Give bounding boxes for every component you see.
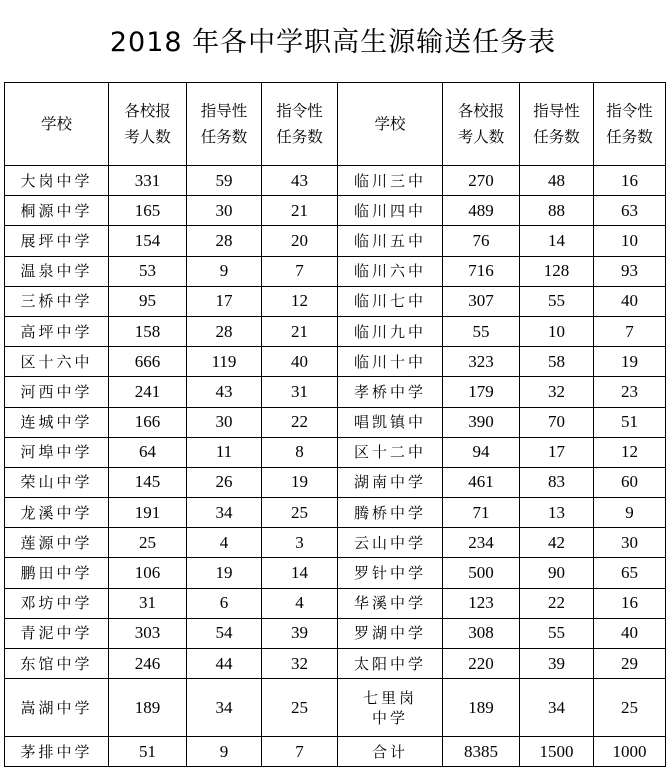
- school-name: 大岗中学: [5, 166, 109, 196]
- table-cell: 40: [262, 347, 338, 377]
- table-cell: 48: [520, 166, 594, 196]
- table-cell: 20: [262, 226, 338, 256]
- table-cell: 64: [109, 437, 187, 467]
- school-name: 唱凯镇中: [338, 407, 443, 437]
- table-row: [5, 316, 666, 346]
- table-cell: 19: [594, 347, 666, 377]
- table-cell: 25: [109, 528, 187, 558]
- table-cell: 29: [594, 649, 666, 679]
- table-cell: 7: [262, 737, 338, 767]
- school-name: 腾桥中学: [338, 498, 443, 528]
- table-cell: 23: [594, 377, 666, 407]
- header-applicants: 各校报 考人数: [443, 83, 520, 166]
- header-applicants: 各校报 考人数: [109, 83, 187, 166]
- school-name: 孝桥中学: [338, 377, 443, 407]
- table-cell: 7: [594, 316, 666, 346]
- table-cell: 165: [109, 196, 187, 226]
- table-cell: 303: [109, 618, 187, 648]
- table-cell: 70: [520, 407, 594, 437]
- table-cell: 145: [109, 467, 187, 497]
- table-cell: 51: [109, 737, 187, 767]
- table-cell: 12: [262, 286, 338, 316]
- table-cell: 55: [443, 316, 520, 346]
- table-cell: 26: [187, 467, 262, 497]
- school-name: 湖南中学: [338, 467, 443, 497]
- table-cell: 308: [443, 618, 520, 648]
- school-name: 罗湖中学: [338, 618, 443, 648]
- table-cell: 270: [443, 166, 520, 196]
- table-cell: 21: [262, 316, 338, 346]
- table-cell: 8385: [443, 737, 520, 767]
- table-row: [5, 196, 666, 226]
- table-cell: 53: [109, 256, 187, 286]
- school-name: 临川三中: [338, 166, 443, 196]
- table-cell: 71: [443, 498, 520, 528]
- table-cell: 44: [187, 649, 262, 679]
- table-row: [5, 347, 666, 377]
- table-row: [5, 467, 666, 497]
- school-name: 临川六中: [338, 256, 443, 286]
- table-row: [5, 377, 666, 407]
- table-cell: 22: [262, 407, 338, 437]
- table-cell: 10: [594, 226, 666, 256]
- table-cell: 8: [262, 437, 338, 467]
- table-cell: 191: [109, 498, 187, 528]
- table-cell: 12: [594, 437, 666, 467]
- table-cell: 128: [520, 256, 594, 286]
- table-row: [5, 286, 666, 316]
- table-cell: 90: [520, 558, 594, 588]
- school-name: 鹏田中学: [5, 558, 109, 588]
- table-cell: 9: [187, 737, 262, 767]
- table-cell: 39: [262, 618, 338, 648]
- table-row: [5, 618, 666, 648]
- table-cell: 166: [109, 407, 187, 437]
- header-school: 学校: [338, 83, 443, 166]
- table-row: [5, 166, 666, 196]
- table-cell: 7: [262, 256, 338, 286]
- school-name: 茅排中学: [5, 737, 109, 767]
- table-cell: 390: [443, 407, 520, 437]
- table-cell: 500: [443, 558, 520, 588]
- table-cell: 9: [187, 256, 262, 286]
- table-cell: 25: [594, 679, 666, 737]
- table-cell: 51: [594, 407, 666, 437]
- school-name: 河埠中学: [5, 437, 109, 467]
- school-name: 龙溪中学: [5, 498, 109, 528]
- table-cell: 246: [109, 649, 187, 679]
- table-cell: 666: [109, 347, 187, 377]
- table-cell: 461: [443, 467, 520, 497]
- table-row: [5, 588, 666, 618]
- table-cell: 32: [262, 649, 338, 679]
- school-name: 温泉中学: [5, 256, 109, 286]
- table-row: [5, 437, 666, 467]
- table-cell: 28: [187, 316, 262, 346]
- school-name: 东馆中学: [5, 649, 109, 679]
- school-name: 区十六中: [5, 347, 109, 377]
- table-cell: 3: [262, 528, 338, 558]
- table-cell: 123: [443, 588, 520, 618]
- table-cell: 22: [520, 588, 594, 618]
- header-guided: 指导性 任务数: [187, 83, 262, 166]
- table-cell: 489: [443, 196, 520, 226]
- table-cell: 40: [594, 286, 666, 316]
- table-cell: 63: [594, 196, 666, 226]
- table-cell: 65: [594, 558, 666, 588]
- table-cell: 119: [187, 347, 262, 377]
- table-cell: 42: [520, 528, 594, 558]
- table-cell: 19: [262, 467, 338, 497]
- table-cell: 106: [109, 558, 187, 588]
- table-row: [5, 528, 666, 558]
- school-name: 莲源中学: [5, 528, 109, 558]
- school-name: 邓坊中学: [5, 588, 109, 618]
- header-guided: 指导性 任务数: [520, 83, 594, 166]
- table-cell: 30: [187, 196, 262, 226]
- table-cell: 179: [443, 377, 520, 407]
- table-cell: 19: [187, 558, 262, 588]
- table-cell: 189: [443, 679, 520, 737]
- school-name: 临川九中: [338, 316, 443, 346]
- table-cell: 17: [187, 286, 262, 316]
- table-cell: 93: [594, 256, 666, 286]
- school-name: 区十二中: [338, 437, 443, 467]
- table-cell: 11: [187, 437, 262, 467]
- table-cell: 88: [520, 196, 594, 226]
- table-row: [5, 498, 666, 528]
- table-cell: 28: [187, 226, 262, 256]
- table-cell: 83: [520, 467, 594, 497]
- table-cell: 34: [187, 679, 262, 737]
- table-cell: 1500: [520, 737, 594, 767]
- table-cell: 31: [109, 588, 187, 618]
- table-cell: 30: [594, 528, 666, 558]
- table-cell: 21: [262, 196, 338, 226]
- table-cell: 39: [520, 649, 594, 679]
- table-cell: 59: [187, 166, 262, 196]
- table-cell: 32: [520, 377, 594, 407]
- total-row: [5, 737, 666, 767]
- table-cell: 40: [594, 618, 666, 648]
- table-cell: 43: [262, 166, 338, 196]
- school-name: 嵩湖中学: [5, 679, 109, 737]
- table-row: [5, 256, 666, 286]
- table-cell: 31: [262, 377, 338, 407]
- table-row: [5, 226, 666, 256]
- table-cell: 1000: [594, 737, 666, 767]
- school-name: 太阳中学: [338, 649, 443, 679]
- table-cell: 55: [520, 286, 594, 316]
- table-cell: 16: [594, 588, 666, 618]
- table-cell: 25: [262, 679, 338, 737]
- table-cell: 14: [262, 558, 338, 588]
- header-mandatory: 指令性 任务数: [594, 83, 666, 166]
- table-cell: 220: [443, 649, 520, 679]
- school-name: 临川四中: [338, 196, 443, 226]
- school-name: 连城中学: [5, 407, 109, 437]
- table-row: [5, 558, 666, 588]
- table-cell: 17: [520, 437, 594, 467]
- table-cell: 60: [594, 467, 666, 497]
- table-cell: 55: [520, 618, 594, 648]
- table-row: [5, 407, 666, 437]
- table-cell: 307: [443, 286, 520, 316]
- task-table: [4, 82, 666, 767]
- table-cell: 4: [262, 588, 338, 618]
- school-name: 七里岗 中学: [338, 679, 443, 737]
- table-cell: 234: [443, 528, 520, 558]
- table-cell: 43: [187, 377, 262, 407]
- table-cell: 13: [520, 498, 594, 528]
- table-cell: 6: [187, 588, 262, 618]
- table-row: [5, 679, 666, 737]
- table-cell: 34: [187, 498, 262, 528]
- table-cell: 331: [109, 166, 187, 196]
- school-name: 青泥中学: [5, 618, 109, 648]
- school-name: 桐源中学: [5, 196, 109, 226]
- table-cell: 10: [520, 316, 594, 346]
- table-cell: 9: [594, 498, 666, 528]
- table-cell: 76: [443, 226, 520, 256]
- table-cell: 30: [187, 407, 262, 437]
- table-cell: 323: [443, 347, 520, 377]
- school-name: 临川十中: [338, 347, 443, 377]
- table-cell: 34: [520, 679, 594, 737]
- table-cell: 189: [109, 679, 187, 737]
- header-school: 学校: [5, 83, 109, 166]
- table-cell: 58: [520, 347, 594, 377]
- school-name: 河西中学: [5, 377, 109, 407]
- table-cell: 4: [187, 528, 262, 558]
- school-name: 合计: [338, 737, 443, 767]
- table-cell: 158: [109, 316, 187, 346]
- school-name: 三桥中学: [5, 286, 109, 316]
- table-cell: 95: [109, 286, 187, 316]
- table-row: [5, 649, 666, 679]
- table-cell: 16: [594, 166, 666, 196]
- school-name: 云山中学: [338, 528, 443, 558]
- table-cell: 54: [187, 618, 262, 648]
- school-name: 临川七中: [338, 286, 443, 316]
- school-name: 高坪中学: [5, 316, 109, 346]
- table-cell: 25: [262, 498, 338, 528]
- table-cell: 716: [443, 256, 520, 286]
- school-name: 临川五中: [338, 226, 443, 256]
- table-cell: 154: [109, 226, 187, 256]
- table-cell: 14: [520, 226, 594, 256]
- table-cell: 94: [443, 437, 520, 467]
- school-name: 罗针中学: [338, 558, 443, 588]
- school-name: 华溪中学: [338, 588, 443, 618]
- table-cell: 241: [109, 377, 187, 407]
- school-name: 展坪中学: [5, 226, 109, 256]
- header-mandatory: 指令性 任务数: [262, 83, 338, 166]
- school-name: 荣山中学: [5, 467, 109, 497]
- page-title: 2018 年各中学职高生源输送任务表: [109, 27, 557, 58]
